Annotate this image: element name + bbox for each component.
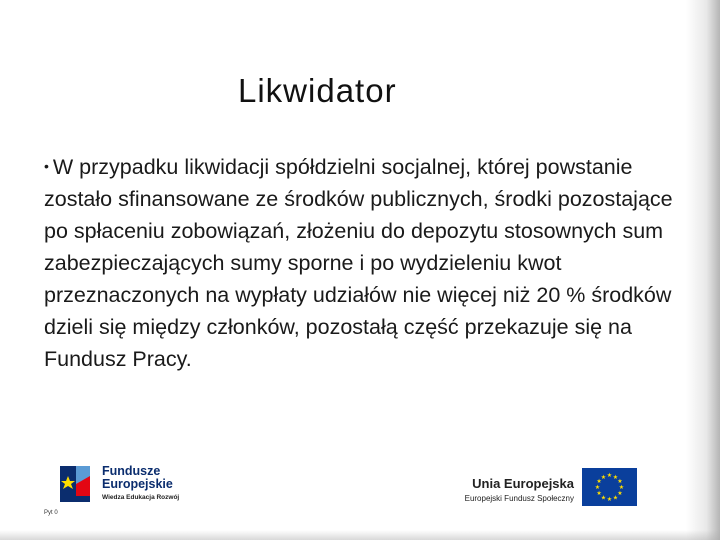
eu-star-icon: ★ [617, 478, 623, 486]
bullet-icon: • [44, 158, 49, 174]
body-paragraph: W przypadku likwidacji spółdzielni socjalnej, której powstanie zostało sfinansowane ze środków publicznych, środki pozostające po spłaceniu zobowiązań, złożeniu do depozytu stosownych sum zabezpieczających sumy sporne i po wydzieleniu kwot przeznaczonych na wypłaty udziałów nie więcej niż 20 % środków dzieli się między członków, pozostałą część przekazuje się na Fundusz Pracy. [44, 155, 673, 371]
eu-star-icon: ★ [600, 473, 607, 481]
fe-line2: Europejskie [102, 477, 173, 491]
eu-star-icon: ★ [618, 484, 625, 492]
eu-star-icon: ★ [612, 473, 619, 481]
slide-body [44, 150, 694, 375]
footer-small-label: Pyt 0 [44, 510, 58, 516]
ue-subtitle: Europejski Fundusz Społeczny [464, 494, 574, 503]
fe-subtitle: Wiedza Edukacja Rozwój [102, 494, 180, 501]
eu-star-icon: ★ [600, 494, 607, 502]
eu-star-icon: ★ [596, 490, 602, 498]
ue-title: Unia Europejska [472, 476, 574, 491]
eu-star-icon: ★ [617, 490, 623, 498]
fe-text-block [102, 465, 179, 501]
fe-line1: Fundusze [102, 464, 161, 478]
eu-flag-icon [582, 468, 637, 506]
eu-star-icon: ★ [594, 484, 601, 492]
eu-star-icon: ★ [612, 494, 619, 502]
eu-star-icon: ★ [606, 496, 613, 504]
fe-flag-icon [58, 464, 100, 510]
eu-star-icon: ★ [596, 478, 602, 486]
slide-title: Likwidator [238, 72, 397, 109]
fundusze-europejskie-logo [58, 462, 188, 512]
slide-bottom-shadow [0, 530, 720, 540]
ue-text-block [442, 476, 574, 503]
unia-europejska-logo [442, 468, 642, 510]
eu-star-icon: ★ [606, 472, 613, 480]
eu-stars-icon [582, 468, 637, 506]
